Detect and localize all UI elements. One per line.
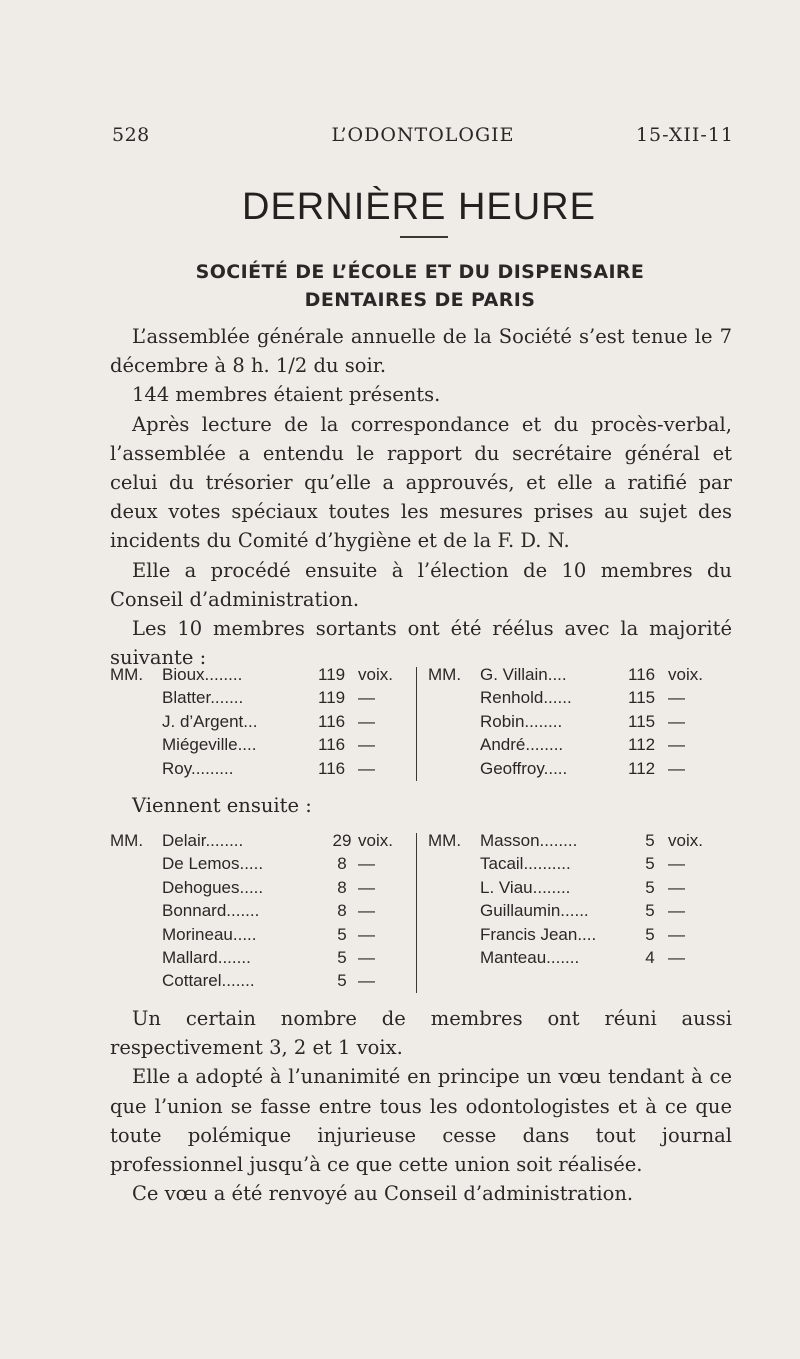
vote-count: 5 <box>645 901 655 921</box>
vote-count: 115 <box>628 711 656 731</box>
vote-count: 115 <box>628 688 656 708</box>
paragraph-referral: Ce vœu a été renvoyé au Conseil d’administration. <box>132 1182 634 1206</box>
title-rule <box>400 236 448 238</box>
member-name: L. Viau........ <box>480 877 571 897</box>
vote-unit: — <box>358 854 375 874</box>
paragraph-election: Elle a procédé ensuite à l’élection de 10 membres du Conseil d’administration. <box>110 558 732 611</box>
member-name: Bonnard....... <box>162 901 260 921</box>
vote-count: 119 <box>318 688 346 708</box>
page-number: 528 <box>112 124 150 146</box>
table-row <box>428 829 738 852</box>
member-name: De Lemos..... <box>162 854 264 874</box>
member-name: Renhold...... <box>480 688 572 708</box>
vote-unit: — <box>358 711 375 731</box>
vote-count: 8 <box>337 854 347 874</box>
member-name: Guillaumin...... <box>480 901 589 921</box>
section-heading-line-1: SOCIÉTÉ DE L’ÉCOLE ET DU DISPENSAIRE <box>195 261 645 283</box>
vote-count: 5 <box>337 971 347 991</box>
table-row <box>110 923 410 946</box>
member-name: Francis Jean.... <box>480 924 597 944</box>
paragraph-other-votes: Un certain nombre de membres ont réuni aussi respectivement 3, 2 et 1 voix. <box>110 1007 732 1060</box>
honorific-prefix: MM. <box>110 831 144 850</box>
closing-text <box>110 1004 732 1208</box>
paragraph-members-present: 144 membres étaient présents. <box>132 383 441 407</box>
vote-unit: voix. <box>668 665 703 684</box>
vote-unit: — <box>358 735 375 755</box>
member-name: Geoffroy..... <box>480 758 568 778</box>
table-row <box>110 969 410 992</box>
following-left-column <box>110 829 410 993</box>
following-right-column <box>428 829 738 969</box>
vote-count: 8 <box>337 901 347 921</box>
member-name: Masson........ <box>480 831 578 850</box>
issue-date: 15-XII-11 <box>635 124 734 146</box>
vote-count: 119 <box>318 665 346 684</box>
honorific-prefix: MM. <box>428 665 462 684</box>
page-title: DERNIÈRE HEURE <box>242 186 596 228</box>
member-name: Manteau....... <box>480 947 580 967</box>
vote-unit: — <box>668 711 685 731</box>
vote-unit: — <box>358 924 375 944</box>
table-row <box>428 663 738 686</box>
vote-unit: — <box>358 877 375 897</box>
journal-title: L’ODONTOLOGIE <box>331 124 515 146</box>
vote-unit: — <box>668 924 685 944</box>
vote-unit: voix. <box>668 831 703 850</box>
table-row <box>110 852 410 875</box>
vote-count: 112 <box>628 735 656 755</box>
honorific-prefix: MM. <box>110 665 144 684</box>
vote-unit: — <box>358 947 375 967</box>
member-name: Dehogues..... <box>162 877 264 897</box>
vote-count: 116 <box>318 711 346 731</box>
table-row <box>428 923 738 946</box>
vote-unit: — <box>668 877 685 897</box>
table-row <box>110 829 410 852</box>
vote-count: 5 <box>645 924 655 944</box>
table-row <box>110 899 410 922</box>
table-row <box>428 876 738 899</box>
member-name: J. d’Argent... <box>162 711 258 731</box>
table-row <box>110 876 410 899</box>
table-row <box>428 946 738 969</box>
vote-count: 116 <box>318 735 346 755</box>
vote-count: 116 <box>318 758 346 778</box>
member-name: Morineau..... <box>162 924 257 944</box>
member-name: Roy......... <box>162 758 234 778</box>
member-name: G. Villain.... <box>480 665 567 684</box>
table-row <box>428 686 738 709</box>
vote-unit: — <box>668 947 685 967</box>
member-name: Tacail.......... <box>480 854 571 874</box>
vote-count: 5 <box>645 877 655 897</box>
vote-count: 5 <box>337 947 347 967</box>
honorific-prefix: MM. <box>428 831 462 850</box>
member-name: Bioux........ <box>162 665 243 684</box>
vote-unit: — <box>668 854 685 874</box>
vote-count: 5 <box>645 831 655 850</box>
vote-count: 8 <box>337 877 347 897</box>
vote-count: 4 <box>645 947 655 967</box>
vote-count: 5 <box>337 924 347 944</box>
section-heading-line-2: DENTAIRES DE PARIS <box>304 289 536 311</box>
vote-unit: — <box>358 971 375 991</box>
viennent-ensuite-label: Viennent ensuite : <box>132 794 312 817</box>
vote-unit: — <box>358 901 375 921</box>
column-separator <box>416 667 417 781</box>
table-row <box>110 733 410 756</box>
table-row <box>428 757 738 780</box>
member-name: Miégeville.... <box>162 735 257 755</box>
paragraph-majority: Les 10 membres sortants ont été réélus avec la majorité suivante : <box>110 617 732 670</box>
table-row <box>110 686 410 709</box>
section-heading <box>110 258 730 314</box>
vote-unit: voix. <box>358 831 393 850</box>
member-name: Blatter....... <box>162 688 244 708</box>
vote-unit: voix. <box>358 665 393 684</box>
elected-right-column <box>428 663 738 780</box>
following-candidates-table <box>110 829 738 993</box>
member-name: Mallard....... <box>162 947 251 967</box>
vote-count: 5 <box>645 854 655 874</box>
table-row <box>428 710 738 733</box>
table-row <box>110 710 410 733</box>
vote-count: 116 <box>628 665 656 684</box>
paragraph-resolution: Elle a adopté à l’unanimité en principe un vœu tendant à ce que l’union se fasse entre tous les odontologistes et à ce que toute polémique injurieuse cesse dans tout journal professionnel jusqu’à ce que cette union soit réalisée. <box>110 1065 732 1177</box>
member-name: Delair........ <box>162 831 244 850</box>
table-row <box>110 663 410 686</box>
elected-members-table <box>110 663 738 781</box>
paragraph-assembly: L’assemblée générale annuelle de la Société s’est tenue le 7 décembre à 8 h. 1/2 du soir. <box>110 325 732 378</box>
elected-left-column <box>110 663 410 780</box>
table-row <box>428 899 738 922</box>
table-row <box>110 946 410 969</box>
vote-unit: — <box>668 735 685 755</box>
member-name: Cottarel....... <box>162 971 255 991</box>
paragraph-reports: Après lecture de la correspondance et du procès-verbal, l’assemblée a entendu le rapport du secrétaire général et celui du trésorier qu’elle a approuvés, et elle a ratifié par deux votes spéciaux toutes les mesures prises au sujet des incidents du Comité d’hygiène et de la F. D. N. <box>110 412 732 553</box>
table-row <box>110 757 410 780</box>
member-name: André........ <box>480 735 564 755</box>
table-row <box>428 852 738 875</box>
intro-text <box>110 322 732 672</box>
table-row <box>428 733 738 756</box>
vote-unit: — <box>668 901 685 921</box>
vote-count: 29 <box>332 831 352 850</box>
vote-unit: — <box>668 758 685 778</box>
vote-unit: — <box>358 758 375 778</box>
vote-count: 112 <box>628 758 656 778</box>
vote-unit: — <box>668 688 685 708</box>
vote-unit: — <box>358 688 375 708</box>
column-separator <box>416 833 417 993</box>
member-name: Robin........ <box>480 711 563 731</box>
